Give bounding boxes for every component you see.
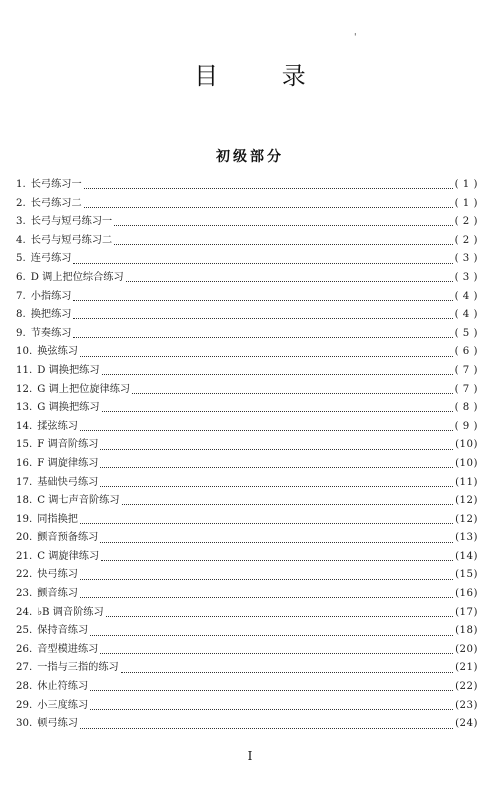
dot-leader [90, 708, 453, 710]
toc-entry-number: 26. [16, 643, 33, 655]
toc-entry-number: 16. [16, 457, 33, 469]
dot-leader [102, 410, 453, 412]
dot-leader [106, 615, 453, 617]
toc-entry-title: 基础快弓练习 [37, 476, 99, 488]
toc-entry-number: 15. [16, 439, 33, 451]
toc-entry-number: 22. [16, 569, 33, 581]
toc-entry-title: D 调换把练习 [37, 364, 100, 376]
dot-leader [102, 373, 453, 375]
toc-entry-page: (12) [455, 495, 478, 507]
toc-entry-number: 29. [16, 699, 33, 711]
dot-leader [121, 671, 453, 673]
toc-entry[interactable] [16, 381, 478, 400]
toc-entry-page: (16) [455, 588, 478, 600]
dot-leader [80, 578, 453, 580]
dot-leader [73, 317, 452, 319]
dot-leader [80, 429, 453, 431]
toc-entry[interactable] [16, 566, 478, 585]
toc-entry[interactable] [16, 529, 478, 548]
toc-entry[interactable] [16, 585, 478, 604]
toc-entry-number: 24. [16, 606, 33, 618]
toc-entry-number: 13. [16, 402, 33, 414]
dot-leader [73, 336, 452, 338]
toc-entry[interactable] [16, 715, 478, 734]
dot-leader [100, 485, 453, 487]
toc-entry[interactable] [16, 288, 478, 307]
toc-entry-number: 6. [16, 271, 26, 283]
toc-entry[interactable] [16, 306, 478, 325]
toc-entry[interactable] [16, 232, 478, 251]
dot-leader [114, 243, 452, 245]
toc-entry-number: 18. [16, 495, 33, 507]
toc-entry-page: (15) [455, 569, 478, 581]
dot-leader [73, 299, 452, 301]
toc-entry-title: 小三度练习 [37, 699, 89, 711]
toc-entry-title: ♭B 调音阶练习 [37, 606, 104, 618]
toc-entry-title: G 调换把练习 [37, 402, 100, 414]
toc-entry-page: (11) [455, 476, 478, 488]
toc-entry-page: ( 7 ) [454, 383, 478, 395]
toc-entry-title: F 调音阶练习 [37, 439, 99, 451]
toc-entry[interactable] [16, 269, 478, 288]
toc-entry-page: (18) [455, 625, 478, 637]
toc-entry-title: 休止符练习 [37, 681, 89, 693]
toc-entry-page: ( 1 ) [454, 197, 478, 209]
dot-leader [80, 596, 453, 598]
toc-entry-title: 换弦练习 [37, 346, 78, 358]
toc-entry-page: ( 2 ) [454, 234, 478, 246]
dot-leader [122, 503, 454, 505]
toc-entry-title: 换把练习 [30, 309, 72, 321]
toc-entry-title: 长弓练习二 [30, 197, 82, 209]
toc-entry-page: (20) [455, 643, 478, 655]
toc-entry-number: 11. [16, 364, 33, 376]
toc-entry[interactable] [16, 250, 478, 269]
dot-leader [101, 559, 453, 561]
toc-entry-page: (10) [455, 457, 478, 469]
toc-entry-number: 9. [16, 327, 26, 339]
corner-mark: ' [354, 33, 357, 43]
toc-entry-page: (13) [455, 532, 478, 544]
toc-entry-page: ( 2 ) [454, 216, 478, 228]
toc-entry[interactable] [16, 436, 478, 455]
toc-entry-number: 3. [16, 216, 26, 228]
dot-leader [80, 727, 453, 729]
toc-entry-title: 一指与三指的练习 [37, 662, 119, 674]
toc-entry-title: D 调上把位综合练习 [30, 271, 124, 283]
toc-entry-number: 4. [16, 234, 26, 246]
section-heading: 初级部分 [216, 149, 284, 165]
page-number: I [247, 749, 253, 763]
dot-leader [73, 262, 452, 264]
toc-entry-number: 8. [16, 309, 26, 321]
toc-entry-title: 长弓练习一 [30, 179, 82, 190]
toc-entry-page: (12) [455, 513, 478, 525]
dot-leader [100, 652, 453, 654]
toc-entry-number: 21. [16, 550, 33, 562]
toc-entry-title: 颤音预备练习 [37, 532, 99, 544]
toc-entry-page: (22) [455, 681, 478, 693]
toc-entry[interactable] [16, 455, 478, 474]
toc-entry[interactable] [16, 492, 478, 511]
toc-entry[interactable] [16, 362, 478, 381]
toc-entry-page: ( 3 ) [454, 271, 478, 283]
page-title: 目 录 [194, 62, 334, 90]
toc-entry-page: ( 9 ) [454, 420, 478, 432]
toc-entry[interactable] [16, 622, 478, 641]
toc-entry-title: C 调七声音阶练习 [37, 495, 120, 507]
toc-entry-title: 音型模进练习 [37, 643, 99, 655]
toc-entry[interactable] [16, 195, 478, 214]
toc-entry-page: ( 6 ) [454, 346, 478, 358]
toc-entry-title: 快弓练习 [37, 569, 78, 581]
toc-entry-title: 揉弦练习 [37, 420, 78, 432]
dot-leader [90, 689, 453, 691]
toc-entry-title: 顿弓练习 [37, 718, 78, 730]
toc-entry-number: 5. [16, 253, 26, 265]
toc-entry-title: 同指换把 [37, 513, 78, 525]
dot-leader [90, 634, 453, 636]
toc-entry-number: 7. [16, 290, 26, 302]
toc-entry[interactable] [16, 343, 478, 362]
toc-entry-page: (17) [455, 606, 478, 618]
toc-entry[interactable] [16, 418, 478, 437]
toc-entry-page: ( 5 ) [454, 327, 478, 339]
toc-entry-page: (10) [455, 439, 478, 451]
toc-entry-title: 长弓与短弓练习一 [30, 216, 113, 228]
toc-entry-title: 节奏练习 [30, 327, 72, 339]
toc-entry-number: 20. [16, 532, 33, 544]
toc-entry-page: ( 7 ) [454, 364, 478, 376]
toc-entry-number: 23. [16, 588, 33, 600]
toc-entry-title: 长弓与短弓练习二 [30, 234, 113, 246]
toc-entry[interactable] [16, 325, 478, 344]
toc-entry-title: 保持音练习 [37, 625, 89, 637]
toc-entry-page: ( 4 ) [454, 290, 478, 302]
toc-entry-number: 27. [16, 662, 33, 674]
toc-entry[interactable] [16, 697, 478, 716]
toc-entry[interactable] [16, 641, 478, 660]
toc-entry[interactable] [16, 604, 478, 623]
toc-entry-page: (21) [455, 662, 478, 674]
toc-entry-page: ( 4 ) [454, 309, 478, 321]
dot-leader [126, 280, 453, 282]
toc-entry-number: 30. [16, 718, 33, 730]
toc-entry[interactable] [16, 678, 478, 697]
toc-entry[interactable] [16, 659, 478, 678]
toc-entry-number: 19. [16, 513, 33, 525]
toc-entry-title: C 调旋律练习 [37, 550, 100, 562]
toc-entry-page: (14) [455, 550, 478, 562]
toc-entry-number: 14. [16, 420, 33, 432]
dot-leader [114, 224, 452, 226]
toc-entry-title: G 调上把位旋律练习 [37, 383, 131, 395]
table-of-contents [16, 176, 478, 734]
toc-entry-number: 12. [16, 383, 33, 395]
toc-entry-number: 2. [16, 197, 26, 209]
toc-entry[interactable] [16, 213, 478, 232]
toc-entry-title: 颤音练习 [37, 588, 78, 600]
dot-leader [100, 466, 453, 468]
toc-entry-number: 10. [16, 346, 33, 358]
toc-entry-page: (24) [455, 718, 478, 730]
toc-entry[interactable] [16, 474, 478, 493]
dot-leader [80, 522, 453, 524]
toc-entry-number: 25. [16, 625, 33, 637]
dot-leader [84, 187, 453, 189]
toc-entry-title: 小指练习 [30, 290, 72, 302]
toc-entry-title: F 调旋律练习 [37, 457, 99, 469]
toc-entry-number: 1. [16, 179, 26, 190]
toc-entry[interactable] [16, 548, 478, 567]
dot-leader [132, 392, 452, 394]
toc-entry[interactable] [16, 176, 478, 195]
toc-entry-page: ( 1 ) [454, 179, 478, 190]
toc-entry-title: 连弓练习 [30, 253, 72, 265]
toc-entry-page: (23) [455, 699, 478, 711]
dot-leader [100, 448, 453, 450]
toc-entry-number: 17. [16, 476, 33, 488]
dot-leader [80, 355, 453, 357]
toc-entry[interactable] [16, 511, 478, 530]
dot-leader [100, 541, 453, 543]
dot-leader [84, 206, 453, 208]
toc-entry-page: ( 8 ) [454, 402, 478, 414]
toc-entry-page: ( 3 ) [454, 253, 478, 265]
toc-entry-number: 28. [16, 681, 33, 693]
toc-entry[interactable] [16, 399, 478, 418]
